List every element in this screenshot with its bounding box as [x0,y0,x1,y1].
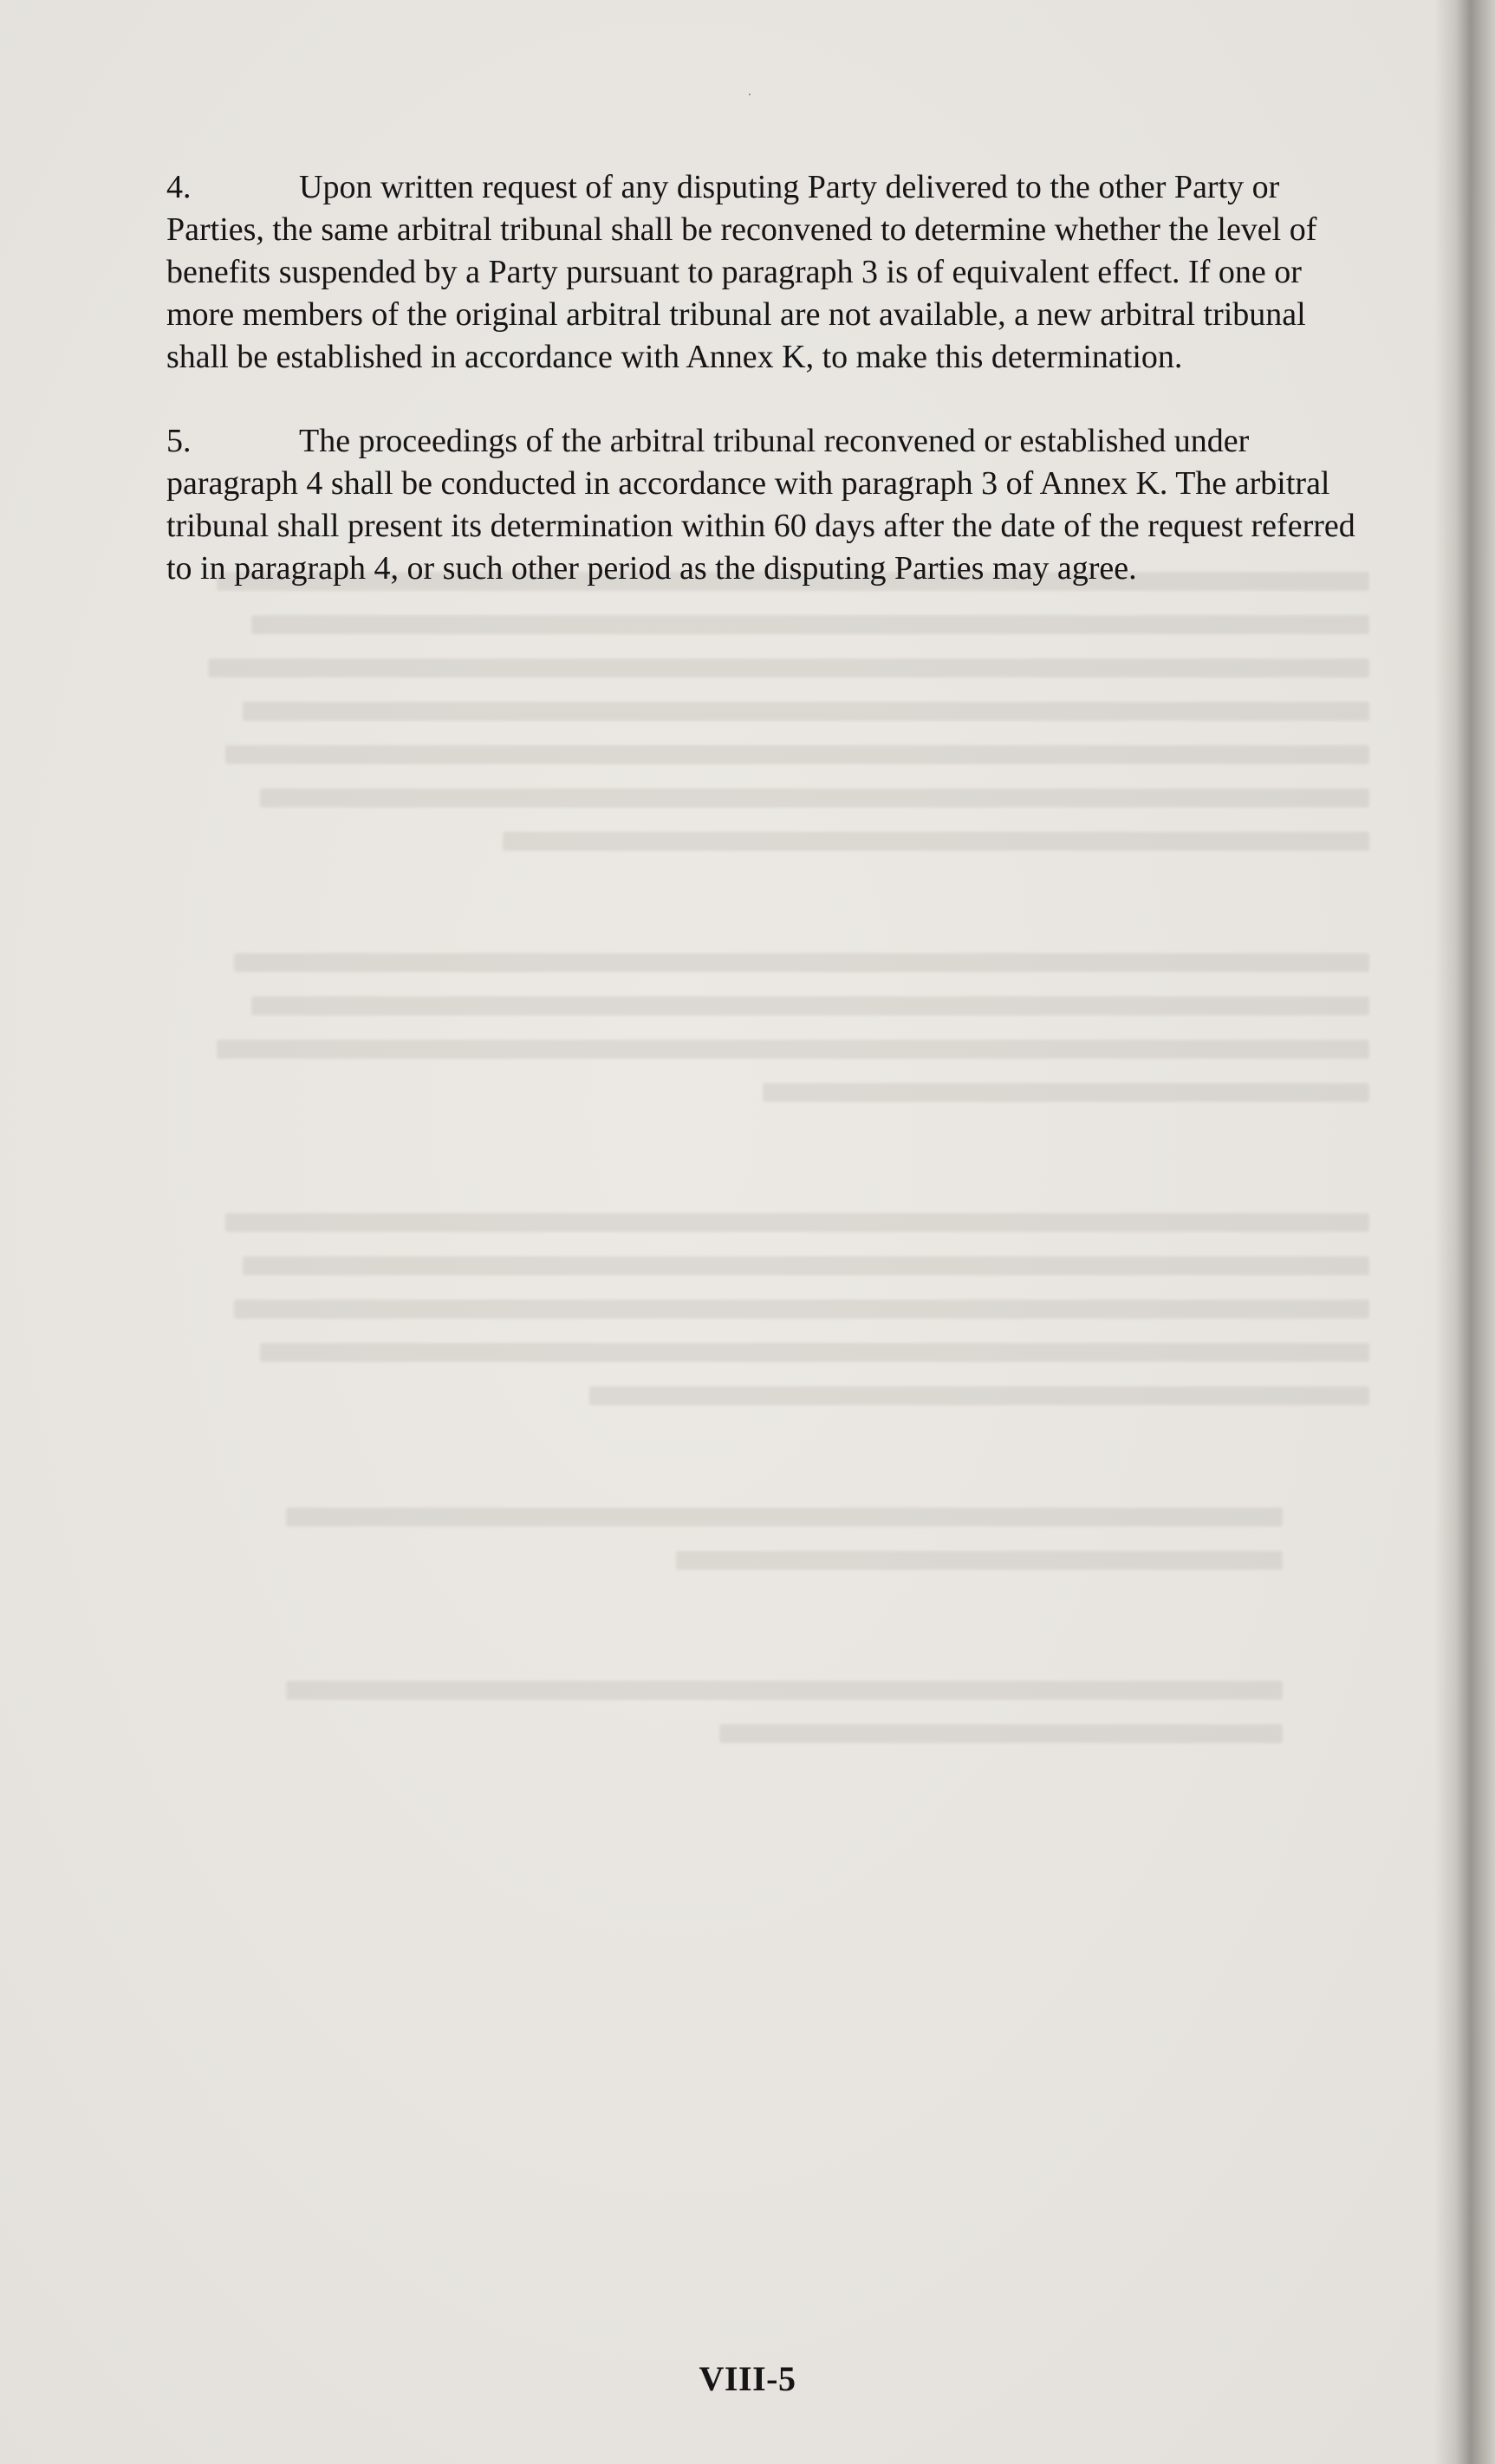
paragraph-number: 4. [166,169,192,205]
document-body [166,166,1362,632]
paragraph-text: The proceedings of the arbitral tribunal reconvened or established under paragraph 4 shall be conducted in accordance with paragraph 3 of Annex K. The arbitral tribunal shall present its determination within 60 days after the date of the request referred to in paragraph 4, or such other period as the disputing Parties may agree. [166,423,1355,587]
scan-speck [749,94,751,95]
paragraph-text: Upon written request of any disputing Party delivered to the other Party or Parties, the same arbitral tribunal shall be reconvened to determine whether the level of benefits suspended by a Party pursuant to paragraph 3 is of equivalent effect. If one or more members of the original arbitral tribunal are not available, a new arbitral tribunal shall be established in accordance with Annex K, to make this determination. [166,169,1317,375]
paragraph-number: 5. [166,423,192,459]
page-number: VIII-5 [699,2359,796,2398]
reverse-side-bleed-through [156,554,1369,1802]
binding-shadow [1434,0,1495,2464]
paragraph-4 [166,166,1362,379]
paragraph-5 [166,420,1362,590]
